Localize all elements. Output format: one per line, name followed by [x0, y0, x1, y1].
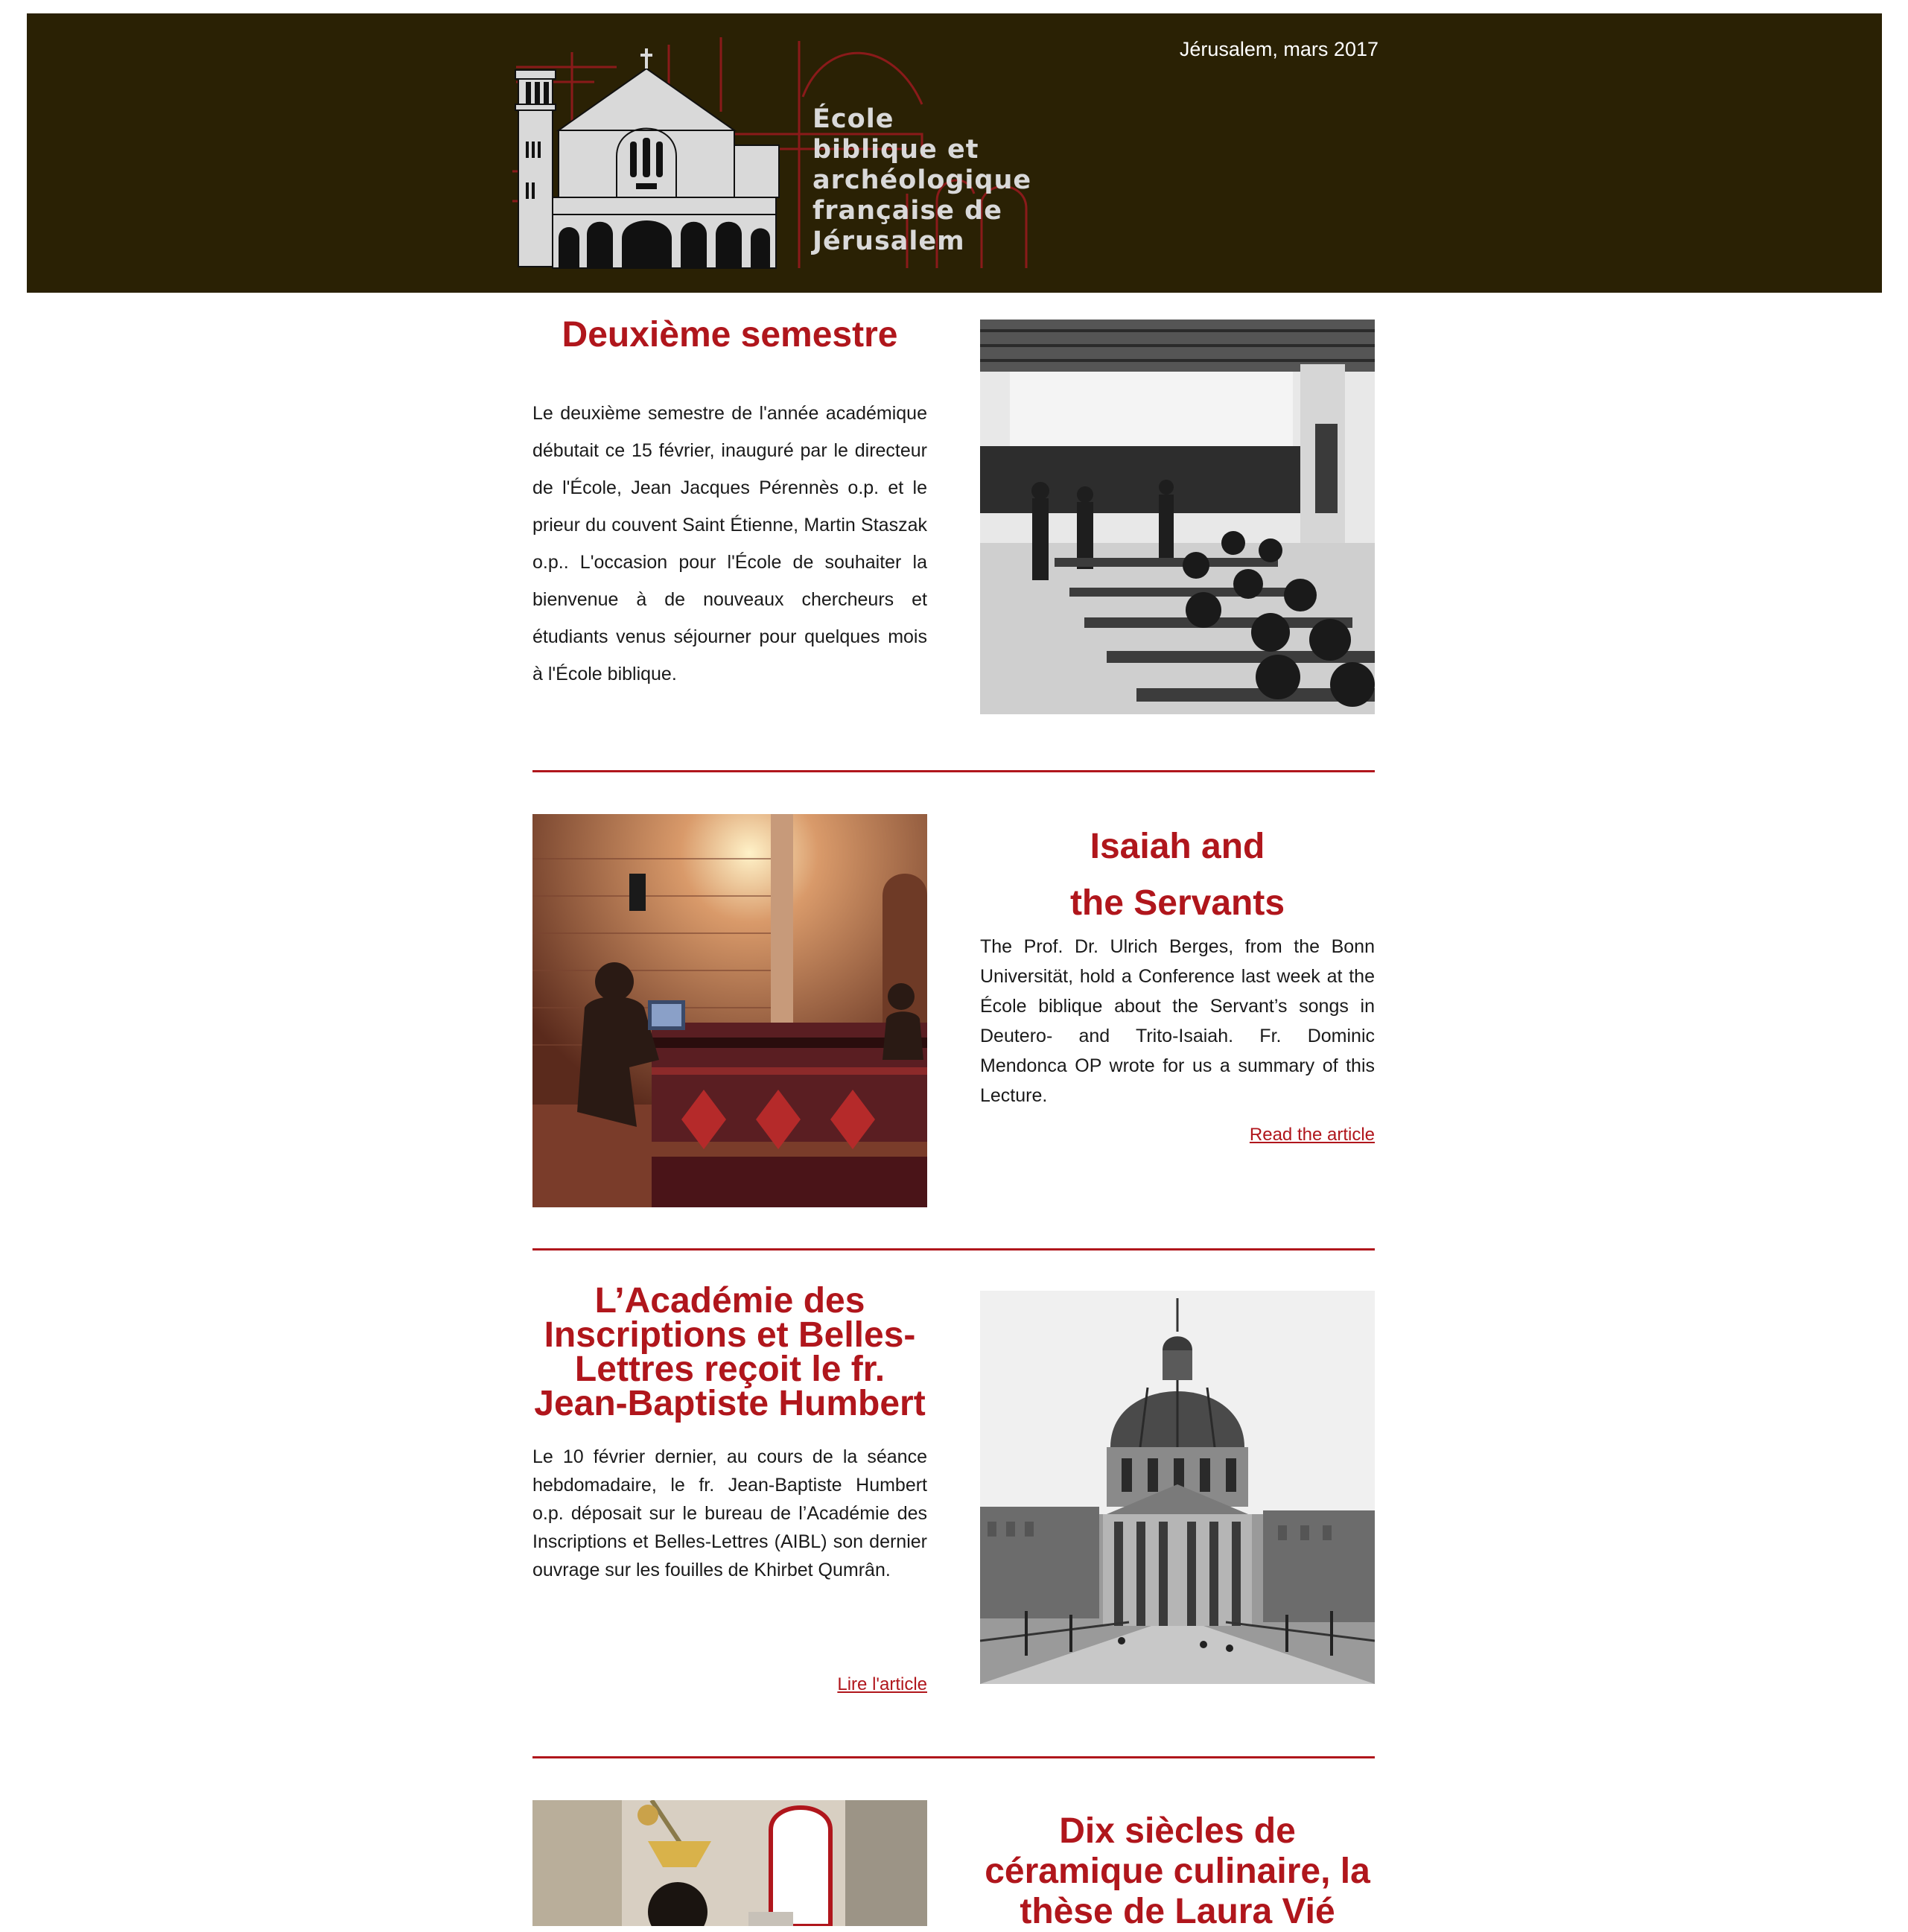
article-title: Dix siècles de céramique culinaire, la thèse de Laura Vié — [985, 1811, 1370, 1931]
logo-line: Jérusalem — [813, 226, 965, 256]
section-divider — [532, 1248, 1375, 1251]
article-body: Le deuxième semestre de l'année académique débutait ce 15 février, inauguré par le directeur de l'École, Jean Jacques Pérennès o.p. et le prieur du couvent Saint Étienne, Martin Staszak o.p.. L'occasion pour l'École de souhaiter la bienvenue à de nouveaux chercheurs et étudiants venus séjourner pour quelques mois à l'École biblique. — [532, 403, 927, 684]
article-body: Le 10 février dernier, au cours de la séance hebdomadaire, le fr. Jean-Baptiste Humbert o.p. déposait sur le bureau de l’Académie des Inscriptions et Belles-Lettres (AIBL) son dernier ouvrage sur les fouilles de Khirbet Qumrân. — [532, 1446, 927, 1580]
section-divider — [532, 770, 1375, 772]
researcher-photo — [532, 1800, 927, 1926]
article-body: The Prof. Dr. Ulrich Berges, from the Bonn Universität, hold a Conference last week at the École biblique about the Servant’s songs in Deutero- and Trito-Isaiah. Fr. Dominic Mendonca OP wrote for us a summary of this Lecture. — [980, 936, 1375, 1106]
logo-wordmark — [813, 104, 1031, 257]
logo-line: biblique et — [813, 135, 979, 165]
lecture-photo — [532, 814, 927, 1207]
logo-line: archéologique — [813, 165, 1032, 195]
article-title: Isaiah and the Servants — [1069, 827, 1285, 923]
read-article-link[interactable]: Lire l'article — [837, 1674, 927, 1694]
read-article-link[interactable]: Read the article — [1249, 1125, 1375, 1145]
article-title: Deuxième semestre — [562, 315, 898, 355]
logo-line: française de — [813, 196, 1002, 226]
section-divider — [532, 1756, 1375, 1758]
classroom-photo — [980, 320, 1375, 714]
dateline: Jérusalem, mars 2017 — [1179, 38, 1378, 60]
logo-line: École — [813, 104, 894, 134]
article-title: L’Académie des Inscriptions et Belles-Lettres reçoit le fr. Jean-Baptiste Humbert — [534, 1281, 926, 1423]
institut-de-france-photo — [980, 1291, 1375, 1684]
